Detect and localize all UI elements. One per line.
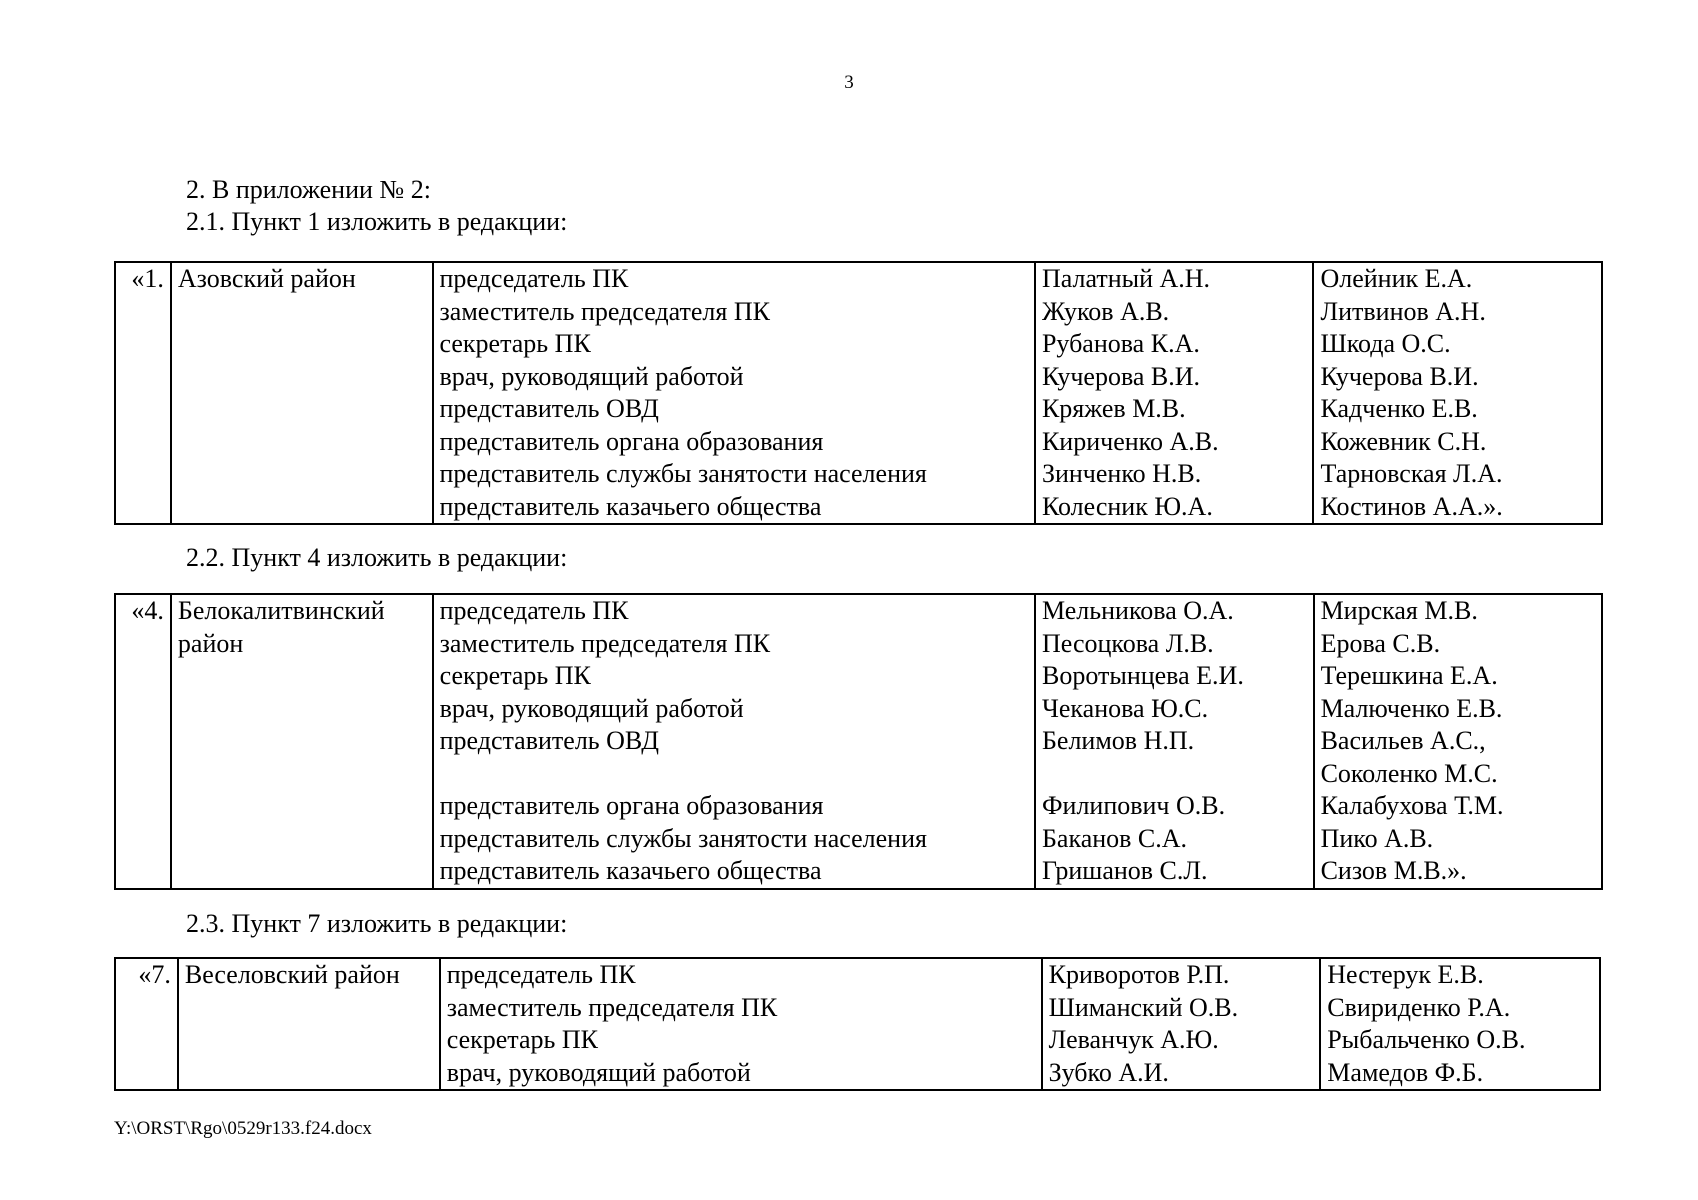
deputies-cell <box>1320 958 1600 1090</box>
member-name: Шиманский О.В. <box>1048 992 1239 1022</box>
member-name: Песоцкова Л.В. <box>1041 628 1214 658</box>
member-name: Леванчук А.Ю. <box>1048 1025 1219 1054</box>
role: секретарь ПК <box>446 1025 598 1054</box>
member-name <box>1042 758 1313 791</box>
member-name: Палатный А.Н. <box>1041 264 1211 293</box>
deputy-name: Олейник Е.А. <box>1320 264 1473 293</box>
deputy-name: Рыбальченко О.В. <box>1327 1025 1526 1054</box>
role: представитель казачьего общества <box>439 491 822 521</box>
role: председатель ПК <box>439 596 629 625</box>
district-name: Азовский район <box>177 264 356 293</box>
role: заместитель председателя ПК <box>439 628 771 658</box>
role: представитель органа образования <box>439 791 824 820</box>
role: заместитель председателя ПК <box>446 992 778 1022</box>
member-name: Кириченко А.В. <box>1041 426 1219 456</box>
member-name: Жуков А.В. <box>1041 296 1170 326</box>
deputy-name: Терешкина Е.А. <box>1320 661 1498 690</box>
deputies-cell <box>1313 262 1602 524</box>
deputy-name: Мирская М.В. <box>1320 596 1478 625</box>
role: заместитель председателя ПК <box>439 296 770 326</box>
members-cell <box>1035 594 1314 889</box>
deputy-name: Малюченко Е.В. <box>1320 693 1503 723</box>
deputy-name: Калабухова Т.М. <box>1320 791 1504 820</box>
role: представитель службы занятости населения <box>439 459 927 488</box>
member-name: Баканов С.А. <box>1041 823 1188 853</box>
role: представитель ОВД <box>439 394 659 423</box>
members-cell <box>1042 958 1321 1090</box>
member-name: Воротынцева Е.И. <box>1041 661 1244 690</box>
member-name: Кучерова В.И. <box>1041 361 1201 391</box>
paragraph-item-2-2: 2.2. Пункт 4 изложить в редакции: <box>186 543 568 572</box>
deputy-name: Васильев А.С., <box>1320 726 1486 755</box>
role: председатель ПК <box>446 960 636 989</box>
role: секретарь ПК <box>439 329 591 358</box>
district-cell <box>178 958 440 1090</box>
role: врач, руководящий работой <box>439 693 744 723</box>
deputy-name: Ерова С.В. <box>1320 628 1441 658</box>
deputy-name: Тарновская Л.А. <box>1320 459 1503 488</box>
role: врач, руководящий работой <box>446 1057 751 1087</box>
deputy-name: Кожевник С.Н. <box>1320 426 1487 456</box>
district-cell <box>171 594 433 889</box>
role: представитель органа образования <box>439 426 824 456</box>
item-number: «4. <box>115 594 171 889</box>
item-number: «7. <box>115 958 178 1090</box>
deputy-name: Кучерова В.И. <box>1320 361 1479 391</box>
role: врач, руководящий работой <box>439 361 744 391</box>
member-name: Белимов Н.П. <box>1041 726 1195 755</box>
roles-cell <box>433 594 1035 889</box>
role: представитель казачьего общества <box>439 856 822 885</box>
roles-cell <box>440 958 1042 1090</box>
role <box>440 758 1034 791</box>
role: секретарь ПК <box>439 661 591 690</box>
table-item-1 <box>114 261 1603 525</box>
deputy-name: Кадченко Е.В. <box>1320 394 1478 423</box>
paragraph-item-2-1: 2.1. Пункт 1 изложить в редакции: <box>186 207 568 236</box>
deputy-name: Пико А.В. <box>1320 823 1434 853</box>
deputy-name: Сизов М.В.». <box>1320 856 1467 885</box>
district-name: район <box>177 628 244 658</box>
table-item-4 <box>114 593 1603 890</box>
role: представитель службы занятости населения <box>439 823 927 853</box>
roles-cell <box>433 262 1035 524</box>
member-name: Чеканова Ю.С. <box>1041 693 1209 723</box>
member-name: Гришанов С.Л. <box>1041 856 1208 885</box>
table-row <box>115 262 1602 524</box>
table-row <box>115 958 1600 1090</box>
member-name: Рубанова К.А. <box>1041 329 1200 358</box>
table-row <box>115 594 1602 889</box>
deputy-name: Нестерук Е.В. <box>1327 960 1484 989</box>
item-number: «1. <box>115 262 171 524</box>
deputies-cell <box>1314 594 1602 889</box>
district-name: Веселовский район <box>184 960 400 989</box>
members-cell <box>1035 262 1314 524</box>
role: председатель ПК <box>439 264 629 293</box>
deputy-name: Свириденко Р.А. <box>1327 992 1511 1022</box>
member-name: Кряжев М.В. <box>1041 394 1186 423</box>
member-name: Филипович О.В. <box>1041 791 1226 820</box>
paragraph-item-2-3: 2.3. Пункт 7 изложить в редакции: <box>186 909 568 938</box>
member-name: Мельникова О.А. <box>1041 596 1234 625</box>
role: представитель ОВД <box>439 726 660 755</box>
deputy-name: Литвинов А.Н. <box>1320 296 1486 326</box>
deputy-name: Мамедов Ф.Б. <box>1327 1057 1484 1087</box>
page-number: 3 <box>844 72 854 93</box>
member-name: Криворотов Р.П. <box>1048 960 1230 989</box>
table-item-7 <box>114 957 1601 1091</box>
district-cell <box>171 262 433 524</box>
member-name: Колесник Ю.А. <box>1041 491 1213 521</box>
member-name: Зинченко Н.В. <box>1041 459 1202 488</box>
paragraph-appendix-2: 2. В приложении № 2: <box>186 175 431 204</box>
district-name: Белокалитвинский <box>177 596 385 625</box>
deputy-name: Соколенко М.С. <box>1320 758 1498 788</box>
deputy-name: Костинов А.А.». <box>1320 491 1503 521</box>
deputy-name: Шкода О.С. <box>1320 329 1451 358</box>
member-name: Зубко А.И. <box>1048 1057 1169 1087</box>
file-path-footer: Y:\ORST\Rgo\0529r133.f24.docx <box>114 1118 372 1139</box>
